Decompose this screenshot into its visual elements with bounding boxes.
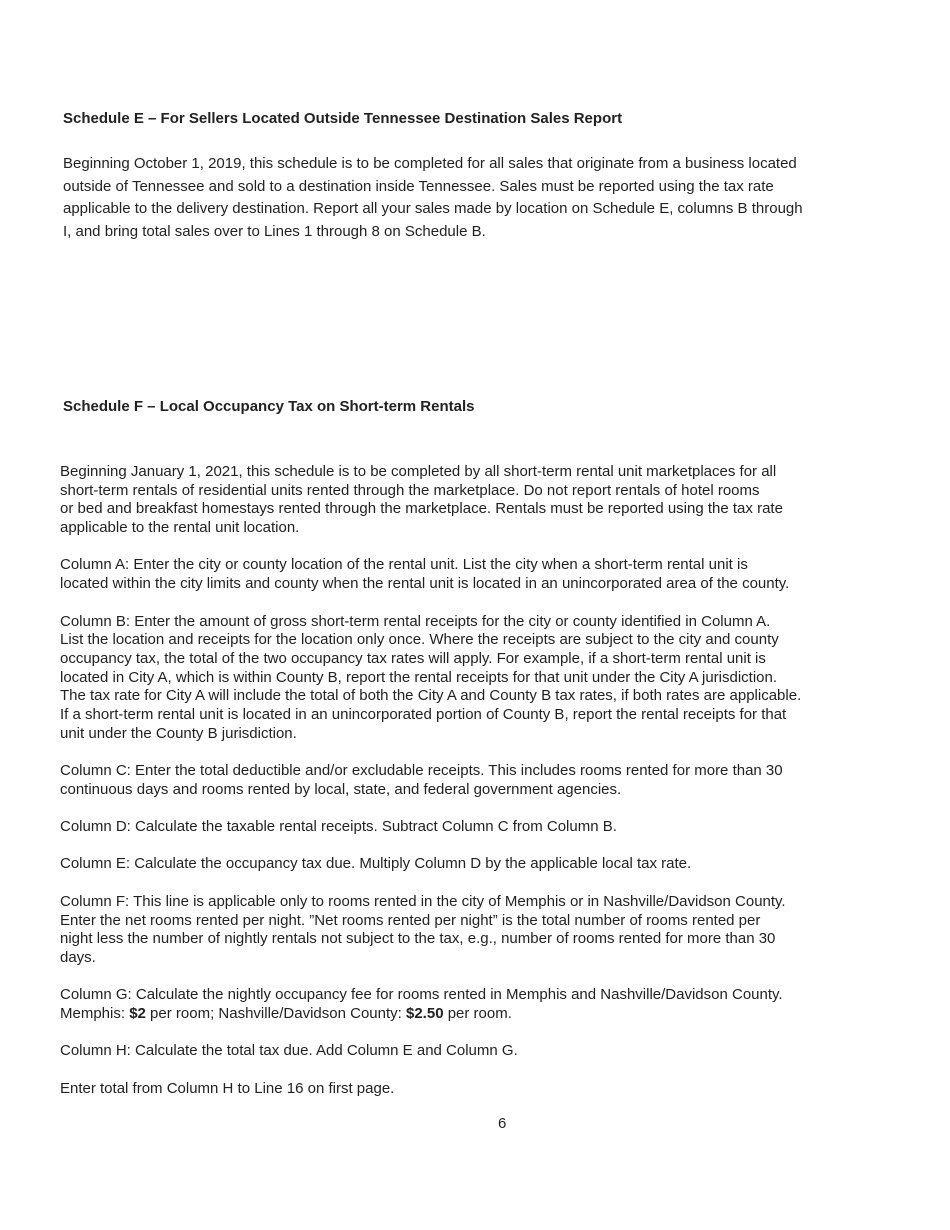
paragraph-line: List the location and receipts for the location only once. Where the receipts are subject to the city and county (60, 631, 779, 649)
paragraph-line: The tax rate for City A will include the total of both the City A and County B tax rates, if both rates are applicable. (60, 687, 802, 705)
schedule-e-paragraph (63, 153, 803, 243)
schedule-f-paragraph (60, 556, 801, 593)
paragraph-line: Column C: Enter the total deductible and/or excludable receipts. This includes rooms rented for more than 30 (60, 762, 783, 779)
text-segment: Memphis: (60, 1004, 130, 1022)
text-segment: per room. (443, 1004, 512, 1022)
paragraph-line: short-term rentals of residential units rented through the marketplace. Do not report rentals of hotel rooms (60, 481, 760, 499)
page-number: 6 (498, 1115, 507, 1132)
paragraph-line: If a short-term rental unit is located in an unincorporated portion of County B, report the rental receipts for that (60, 705, 787, 723)
schedule-f-paragraph (60, 762, 801, 799)
paragraph-line: Column E: Calculate the occupancy tax due. Multiply Column D by the applicable local tax rate. (60, 855, 692, 873)
paragraph-line: outside of Tennessee and sold to a destination inside Tennessee. Sales must be reported using the tax rate (63, 177, 774, 195)
paragraph-line: Enter the net rooms rented per night. ”Net rooms rented per night” is the total number of rooms rented per (60, 911, 761, 929)
schedule-f-paragraph (60, 855, 801, 874)
paragraph-line (60, 1005, 801, 1024)
schedule-f-body (60, 463, 801, 1117)
schedule-f-paragraph (60, 463, 801, 538)
paragraph-line: located within the city limits and county when the rental unit is located in an unincorporated area of the county. (60, 575, 790, 593)
paragraph-line: days. (60, 948, 96, 966)
paragraph-line: night less the number of nightly rentals not subject to the tax, e.g., number of rooms rented for more than 30 (60, 930, 776, 948)
paragraph-line: or bed and breakfast homestays rented through the marketplace. Rentals must be reported using the tax rate (60, 500, 783, 518)
paragraph-line (60, 986, 801, 1005)
bold-amount: $2 (129, 1004, 146, 1022)
schedule-f-paragraph (60, 1080, 801, 1099)
paragraph-line: Column D: Calculate the taxable rental receipts. Subtract Column C from Column B. (60, 818, 617, 836)
paragraph-line: continuous days and rooms rented by local, state, and federal government agencies. (60, 780, 622, 798)
paragraph-line: occupancy tax, the total of the two occupancy tax rates will apply. For example, if a short-term rental unit is (60, 649, 766, 667)
schedule-f-paragraph (60, 1042, 801, 1061)
paragraph-line: Enter total from Column H to Line 16 on first page. (60, 1079, 395, 1097)
paragraph-line: Beginning January 1, 2021, this schedule is to be completed by all short-term rental unit marketplaces for all (60, 463, 777, 480)
paragraph-line: unit under the County B jurisdiction. (60, 724, 297, 742)
paragraph-line: Column F: This line is applicable only to rooms rented in the city of Memphis or in Nashville/Davidson County. (60, 892, 786, 910)
paragraph-line: applicable to the rental unit location. (60, 519, 300, 537)
schedule-f-paragraph (60, 986, 801, 1023)
schedule-e-heading: Schedule E – For Sellers Located Outside Tennessee Destination Sales Report (63, 110, 623, 127)
paragraph-line: I, and bring total sales over to Lines 1 through 8 on Schedule B. (63, 222, 486, 240)
schedule-f-heading: Schedule F – Local Occupancy Tax on Short-term Rentals (63, 398, 475, 415)
text-segment: per room; Nashville/Davidson County: (145, 1004, 406, 1022)
bold-amount: $2.50 (406, 1004, 444, 1022)
paragraph-line: Beginning October 1, 2019, this schedule is to be completed for all sales that originate from a business located (63, 155, 797, 172)
schedule-f-paragraph (60, 893, 801, 968)
paragraph-line: Column H: Calculate the total tax due. Add Column E and Column G. (60, 1042, 518, 1060)
schedule-f-paragraph (60, 613, 801, 744)
paragraph-line: applicable to the delivery destination. Report all your sales made by location on Schedule E, columns B through (63, 200, 803, 218)
paragraph-line: Column A: Enter the city or county location of the rental unit. List the city when a short-term rental unit is (60, 556, 748, 574)
paragraph-line: located in City A, which is within County B, report the rental receipts for that unit under the City A jurisdiction. (60, 668, 778, 686)
paragraph-line: Column B: Enter the amount of gross short-term rental receipts for the city or county identified in Column A. (60, 612, 771, 630)
text-segment: Column G: Calculate the nightly occupancy fee for rooms rented in Memphis and Nashville/Davidson County. (60, 986, 783, 1004)
schedule-f-paragraph (60, 818, 801, 837)
